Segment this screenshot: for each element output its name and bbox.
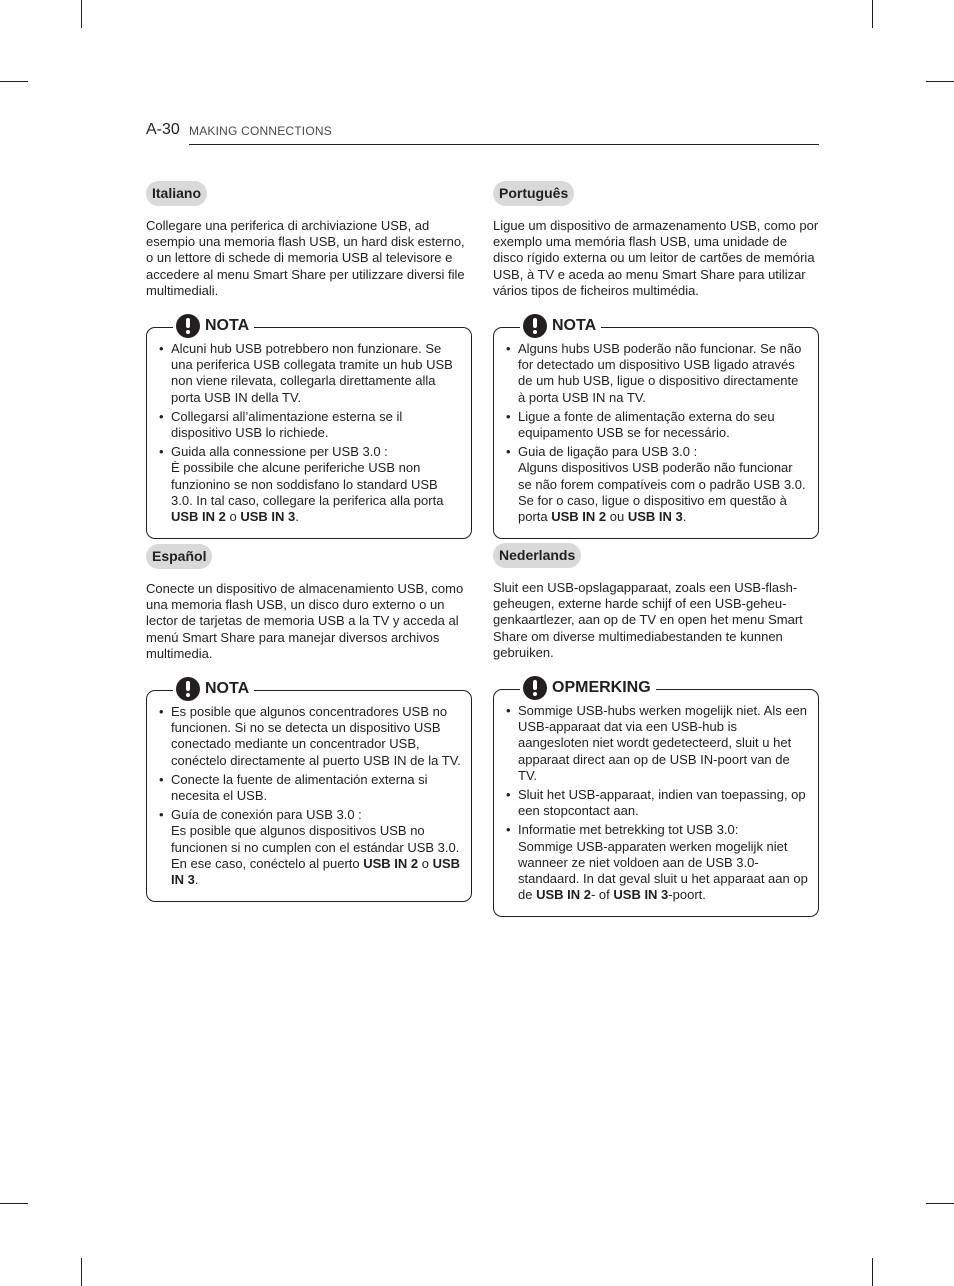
language-label: Español <box>146 544 212 569</box>
crop-mark <box>81 1258 82 1286</box>
section-nederlands <box>493 543 819 917</box>
list-item: • Collegarsi all’alimentazione esterna se il dispositivo USB lo richiede. <box>159 409 461 441</box>
note-list <box>159 704 461 888</box>
item-text: Es posible que algunos dispositivos USB no funcionen si no cumplen con el estándar USB 3.0. En ese caso, conéctelo al puerto <box>171 823 460 871</box>
note-header <box>173 314 254 338</box>
note-title: OPMERKING <box>552 679 651 697</box>
section-espanol <box>146 544 472 902</box>
conjunction: o <box>225 509 241 525</box>
item-heading: Guia de ligação para USB 3.0 : <box>518 444 698 460</box>
list-item: • Alguns hubs USB poderão não funcionar. Se não for detectado um dispositivo USB ligado através de um hub USB, ligue o dispositivo directamente à porta USB IN na TV. <box>506 341 808 406</box>
note-list <box>159 341 461 525</box>
list-item <box>506 822 808 903</box>
crop-mark <box>926 81 954 82</box>
note-list <box>506 341 808 525</box>
port-label: USB IN 2 <box>171 509 226 525</box>
item-text: Alguns dispositivos USB poderão não funcionar se não forem compatíveis com o padrão USB 3.0. Se for o caso, ligue o dispositivo em questão à porta <box>518 460 806 525</box>
port-label: USB IN 2 <box>551 509 607 525</box>
list-item: • Es posible que algunos concentradores USB no funcionen. Si no se detecta un dispositivo USB conectado mediante un concentrador USB, conéctelo directamente al puerto USB IN de la TV. <box>159 704 461 769</box>
note-header <box>520 676 656 700</box>
note-box <box>493 679 819 917</box>
note-header <box>520 314 601 338</box>
note-title: NOTA <box>205 317 250 335</box>
port-label: USB IN 3 <box>613 887 669 903</box>
item-heading: Guida alla connessione per USB 3.0 : <box>171 444 388 460</box>
port-label: USB IN 3 <box>627 509 683 525</box>
item-text: Sommige USB-apparaten werken mogelijk niet wanneer ze niet voldoen aan de USB 3.0-standaard. In dat geval sluit u het apparaat aan op de <box>518 838 808 903</box>
crop-mark <box>926 1203 954 1204</box>
conjunction: o <box>418 855 433 871</box>
list-item <box>159 444 461 525</box>
section-title: MAKING CONNECTIONS <box>189 124 332 138</box>
exclamation-icon <box>523 314 547 338</box>
intro-text: Sluit een USB-opslagapparaat, zoals een USB-flash-geheugen, externe harde schijf of een USB-geheu-genkaartlezer, aan op de TV en open het menu Smart Share om diverse multimediabestanden te kunnen gebruiken. <box>493 580 803 660</box>
page-number: A-30 <box>146 121 180 138</box>
list-item <box>159 807 461 888</box>
item-end: . <box>295 509 299 525</box>
language-label: Português <box>493 181 574 206</box>
intro-text: Collegare una periferica di archiviazione USB, ad esempio una memoria flash USB, un hard disk esterno, o un lettore di schede di memoria USB al televisore e accedere al menu Smart Share per utilizzare diversi file multimediali. <box>146 218 465 298</box>
crop-mark <box>81 0 82 28</box>
list-item: • Sommige USB-hubs werken mogelijk niet. Als een USB-apparaat dat via een USB-hub is aangesloten niet wordt gedetecteerd, sluit u het apparaat direct aan op de USB IN-poort van de TV. <box>506 703 808 784</box>
note-box <box>146 317 472 539</box>
note-title: NOTA <box>205 680 250 698</box>
list-item <box>506 444 808 525</box>
list-item: • Alcuni hub USB potrebbero non funzionare. Se una periferica USB collegata tramite un hub USB non viene rilevata, collegarla direttamente alla porta USB IN della TV. <box>159 341 461 406</box>
exclamation-icon <box>176 314 200 338</box>
intro-text: Ligue um dispositivo de armazenamento USB, como por exemplo uma memória flash USB, uma unidade de disco rígido externa ou um leitor de cartões de memória USB, à TV e aceda ao menu Smart Share para utilizar vários tipos de ficheiros multimédia. <box>493 218 819 298</box>
port-label: USB IN 2 <box>536 887 591 903</box>
item-heading: Informatie met betrekking tot USB 3.0: <box>518 822 739 838</box>
exclamation-icon <box>176 677 200 701</box>
conjunction: - of <box>590 887 614 903</box>
item-end: -poort. <box>668 887 706 903</box>
note-box <box>146 680 472 902</box>
section-portugues <box>493 181 819 539</box>
port-label: USB IN 3 <box>240 509 296 525</box>
port-label: USB IN 3 <box>171 855 461 888</box>
list-item: • Conecte la fuente de alimentación externa si necesita el USB. <box>159 772 461 804</box>
conjunction: ou <box>606 509 628 525</box>
item-text: È possibile che alcune periferiche USB non funzionino se non soddisfano lo standard USB 3.0. In tal caso, collegare la periferica alla porta <box>171 460 444 508</box>
language-label: Italiano <box>146 181 207 206</box>
crop-mark <box>0 81 28 82</box>
intro-text: Conecte un dispositivo de almacenamiento USB, como una memoria flash USB, un disco duro externo o un lector de tarjetas de memoria USB a la TV y acceda al menú Smart Share para manejar diversos archivos multimedia. <box>146 581 464 661</box>
list-item: • Ligue a fonte de alimentação externa do seu equipamento USB se for necessário. <box>506 409 808 441</box>
note-title: NOTA <box>552 317 597 335</box>
note-header <box>173 677 254 701</box>
item-end: . <box>682 509 687 525</box>
section-italiano <box>146 181 472 539</box>
item-heading: Guía de conexión para USB 3.0 : <box>171 807 362 823</box>
crop-mark <box>0 1203 28 1204</box>
crop-mark <box>872 1258 873 1286</box>
crop-mark <box>872 0 873 28</box>
port-label: USB IN 2 <box>363 855 419 871</box>
note-list <box>506 703 808 903</box>
header-rule <box>189 144 819 145</box>
exclamation-icon <box>523 676 547 700</box>
item-end: . <box>194 872 199 888</box>
note-box <box>493 317 819 539</box>
list-item: • Sluit het USB-apparaat, indien van toepassing, op een stopcontact aan. <box>506 787 808 819</box>
language-label: Nederlands <box>493 543 581 568</box>
